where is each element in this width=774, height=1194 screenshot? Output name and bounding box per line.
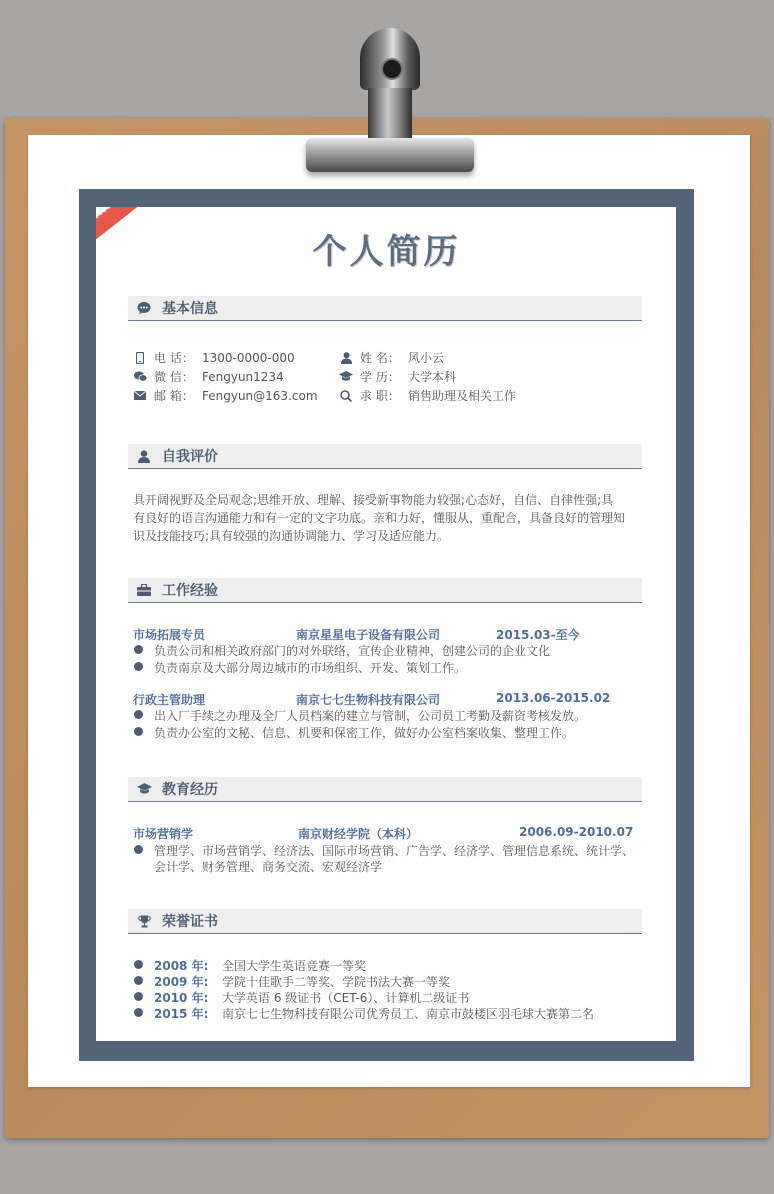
- wechat-icon: [132, 371, 148, 382]
- search-icon: [338, 390, 354, 402]
- binder-clip-hole: [381, 58, 403, 80]
- trophy-icon: [134, 911, 154, 931]
- chat-bubble-icon: [134, 298, 154, 318]
- job-period: 2013.06-2015.02: [496, 691, 611, 705]
- binder-clip-stem: [368, 88, 412, 138]
- list-item: 出入厂手续之办理及全厂人员档案的建立与管制，公司员工考勤及薪资考核发放。: [134, 707, 586, 724]
- list-item: 会计学、财务管理、商务交流、宏观经济学: [154, 860, 383, 874]
- section-header-honor: [128, 909, 642, 934]
- list-item: 管理学、市场营销学、经济法、国际市场营销、广告学、经济学、管理信息系统、统计学、: [134, 842, 634, 859]
- list-item: 2008 年: 全国大学生英语竞赛一等奖: [134, 957, 366, 974]
- job-position: 市场拓展专员: [133, 628, 206, 642]
- graduation-cap-icon: [338, 371, 354, 382]
- job-position: 行政主管助理: [133, 693, 206, 707]
- section-title: 教育经历: [162, 782, 218, 798]
- person-icon: [134, 446, 154, 466]
- section-header-edu: [128, 777, 642, 802]
- list-item: 负责南京及大部分周边城市的市场组织、开发、策划工作。: [134, 659, 466, 676]
- job-period: 2015.03-至今: [496, 628, 580, 642]
- list-item: 2009 年: 学院十佳歌手二等奖、学院书法大赛一等奖: [134, 973, 450, 990]
- self-evaluation-text: 具开阔视野及全局观念;思维开放、理解、接受新事物能力较强;心态好，自信、自律性强;具 有良好的语言沟通能力和有一定的文字功底。亲和力好，懂服从，重配合，具备良好的管理知 识及技能技巧;具有较强的沟通协调能力、学习及适应能力。: [133, 493, 626, 543]
- edu-major: 市场营销学: [133, 827, 194, 841]
- briefcase-icon: [134, 580, 154, 600]
- person-icon: [338, 352, 354, 364]
- section-title: 工作经验: [162, 583, 218, 599]
- info-degree: 学 历： 大学本科: [338, 368, 456, 385]
- list-item: 2010 年: 大学英语 6 级证书（CET-6）、计算机二级证书: [134, 989, 469, 1006]
- info-email: 邮 箱： Fengyun@163.com: [132, 387, 318, 404]
- list-item: 2015 年: 南京七七生物科技有限公司优秀员工、南京市鼓楼区羽毛球大赛第二名: [134, 1005, 594, 1022]
- phone-icon: [132, 352, 148, 364]
- section-title: 基本信息: [162, 301, 218, 317]
- list-item: 负责公司和相关政府部门的对外联络，宣传企业精神，创建公司的企业文化: [134, 642, 550, 659]
- info-wechat: 微 信： Fengyun1234: [132, 368, 284, 385]
- section-header-self: [128, 444, 642, 469]
- job-company: 南京星星电子设备有限公司: [296, 628, 441, 642]
- edu-school: 南京财经学院（本科）: [298, 827, 419, 841]
- envelope-icon: [132, 391, 148, 400]
- job-company: 南京七七生物科技有限公司: [296, 693, 441, 707]
- section-header-work: [128, 578, 642, 603]
- binder-clip-base: [306, 138, 474, 172]
- section-title: 荣誉证书: [162, 914, 218, 930]
- section-title: 自我评价: [162, 449, 218, 465]
- resume-title: 个人简历: [312, 232, 461, 272]
- section-header-basic: [128, 296, 642, 321]
- info-job: 求 职： 销售助理及相关工作: [338, 387, 516, 404]
- graduation-cap-icon: [134, 779, 154, 799]
- edu-period: 2006.09-2010.07: [519, 825, 634, 839]
- info-name: 姓 名： 风小云: [338, 349, 444, 366]
- list-item: 负责办公室的文秘、信息、机要和保密工作，做好办公室档案收集、整理工作。: [134, 724, 574, 741]
- info-phone: 电 话： 1300-0000-000: [132, 349, 295, 366]
